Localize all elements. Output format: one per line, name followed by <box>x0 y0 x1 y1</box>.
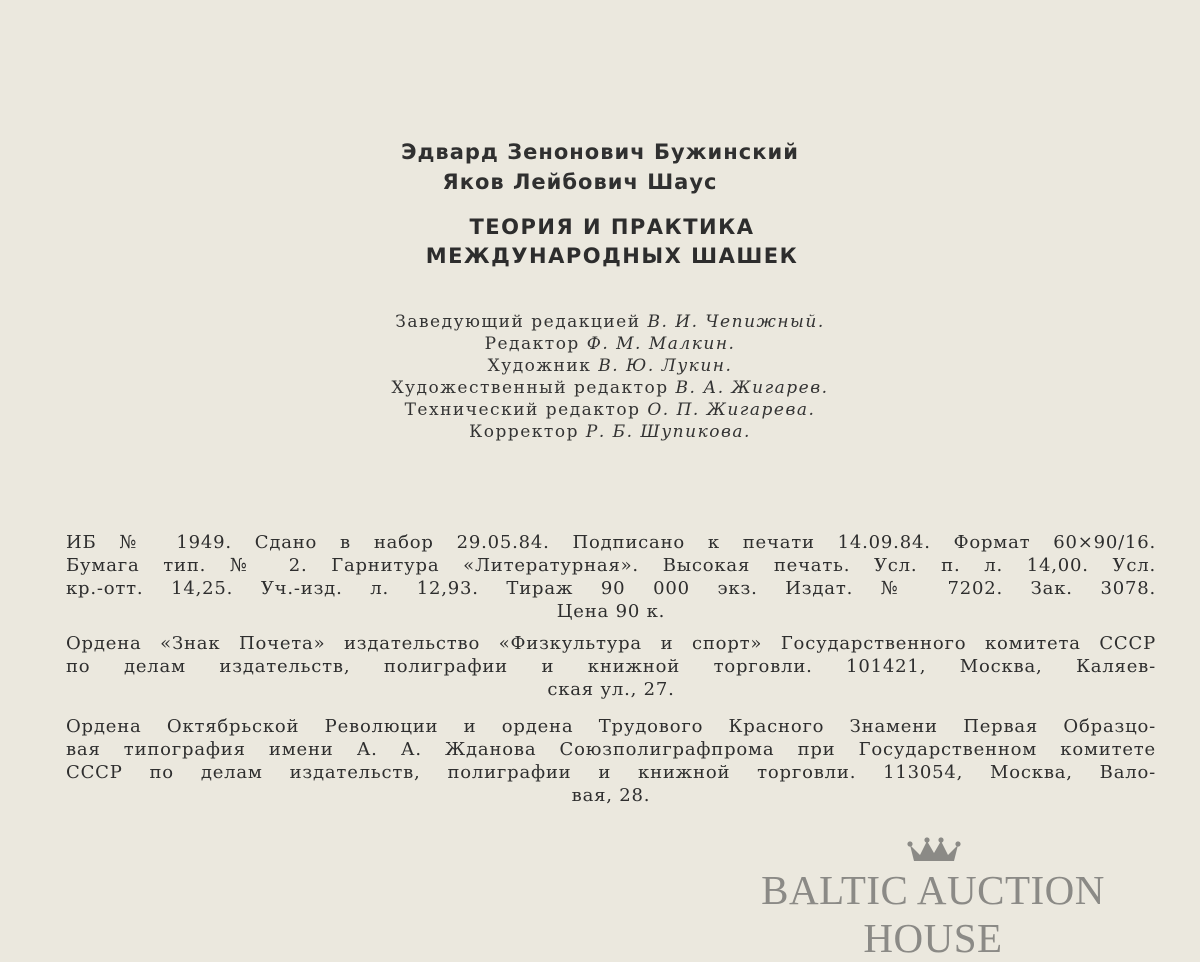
imprint-line: по делам издательств, полиграфии и книжной торговли. 101421, Москва, Каляев- <box>66 656 1156 677</box>
watermark-logo-text: BALTIC AUCTION HOUSE <box>761 867 1105 961</box>
imprint-line: СССР по делам издательств, полиграфии и книжной торговли. 113054, Москва, Вало- <box>66 762 1156 783</box>
imprint-line: Ордена Октябрьской Революции и ордена Трудового Красного Знамени Первая Образцо- <box>66 716 1156 737</box>
imprint-line: Бумага тип. № 2. Гарнитура «Литературная». Высокая печать. Усл. п. л. 14,00. Усл. <box>66 555 1156 576</box>
imprint-line: Ордена «Знак Почета» издательство «Физкультура и спорт» Государственного комитета СССР <box>66 633 1156 654</box>
imprint-line: ИБ № 1949. Сдано в набор 29.05.84. Подписано к печати 14.09.84. Формат 60×90/16. <box>66 532 1156 553</box>
credit-line: Заведующий редакцией В. И. Чепижный. <box>395 312 825 332</box>
author-1: Эдвард Зенонович Бужинский <box>401 140 799 164</box>
imprint-printer <box>66 715 1156 807</box>
credit-line: Художник В. Ю. Лукин. <box>487 356 733 376</box>
imprint-production <box>66 531 1156 623</box>
credit-line: Редактор Ф. М. Малкин. <box>484 334 736 354</box>
imprint-line: кр.-отт. 14,25. Уч.-изд. л. 12,93. Тираж 90 000 экз. Издат. № 7202. Зак. 3078. <box>66 578 1156 599</box>
imprint-line: вая, 28. <box>571 785 651 806</box>
book-title-line-2: МЕЖДУНАРОДНЫХ ШАШЕК <box>425 244 799 268</box>
book-title-line-1: ТЕОРИЯ И ПРАКТИКА <box>469 215 755 239</box>
author-2: Яков Лейбович Шаус <box>442 170 718 194</box>
credits-block <box>0 311 1200 443</box>
imprint-line: вая типография имени А. А. Жданова Союзполиграфпрома при Государственном комитете <box>66 739 1156 760</box>
credit-line: Корректор Р. Б. Шупикова. <box>469 422 751 442</box>
imprint-publisher <box>66 632 1156 701</box>
imprint-line: ская ул., 27. <box>547 679 675 700</box>
crown-icon <box>906 837 962 865</box>
imprint-price: Цена 90 к. <box>556 601 666 622</box>
credit-line: Художественный редактор В. А. Жигарев. <box>391 378 829 398</box>
credit-line: Технический редактор О. П. Жигарева. <box>404 400 816 420</box>
